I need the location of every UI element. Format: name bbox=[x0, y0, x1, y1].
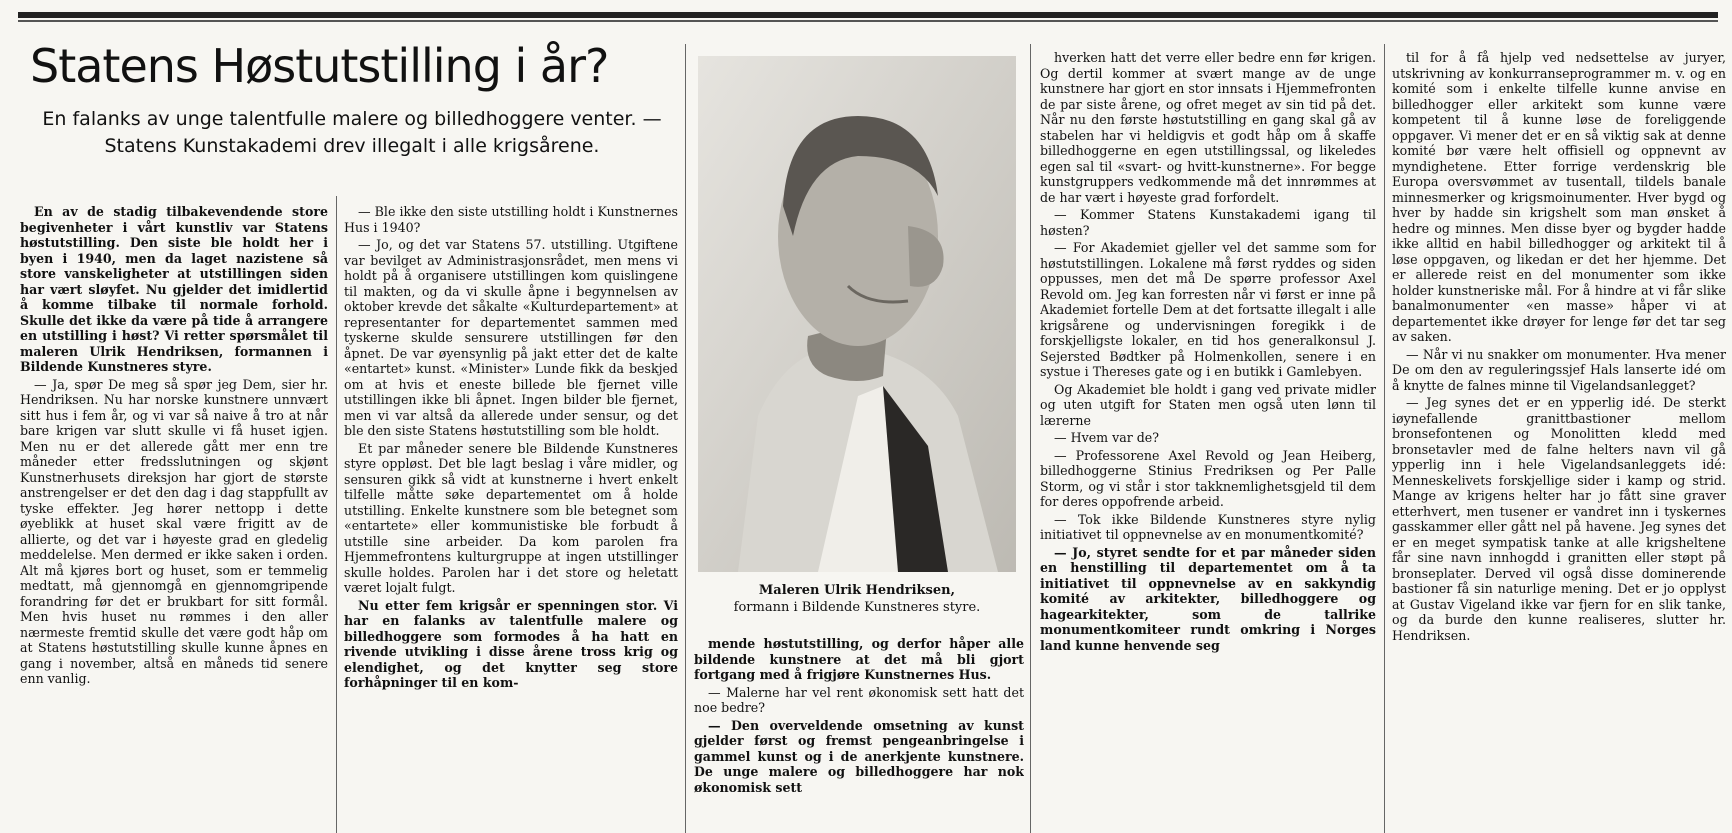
paragraph: — Jo, og det var Statens 57. utstilling. Utgiftene var bevilget av Administrasjonsrådet, men mens vi holdt på å organisere utstillingen kom quislingene til makten, og da vi skulle åpne i begynnelsen av oktober krevde det såkalte «Kulturdepartement» at representanter for departementet sammen med tyskerne skulde sensurere utstillingen før den åpnet. De var øyensynlig på jakt etter det de kalte «entartet» kunst. «Minister» Lunde fikk da beskjed om at hvis et eneste billede ble fjernet ville utstillingen ikke bli åpnet. Ingen bilder ble fjernet, men vi var altså da allerede under sensur, og det ble den siste Statens høstutstilling som ble holdt. bbox=[344, 237, 678, 438]
paragraph: — Den overveldende omsetning av kunst gjelder først og fremst pengeanbringelse i gammel kunst og i de anerkjente kunstnere. De unge malere og billedhoggere har nok økonomisk sett bbox=[694, 717, 1024, 795]
caption-line-1: Maleren Ulrik Hendriksen, bbox=[758, 583, 956, 598]
masthead-rule bbox=[18, 12, 1718, 18]
column-divider bbox=[336, 196, 337, 833]
article-column-1 bbox=[20, 204, 328, 829]
paragraph: — Jo, styret sendte for et par måneder siden en henstilling til departementet om å ta initiativet til oppnevnelse av en sakkyndig komité av arkitekter, billedhoggere og hagearkitekter, som de tallrike monumentkomiteer rundt omkring i Norges land kunne henvende seg bbox=[1040, 544, 1376, 653]
article-subheadline: En falanks av unge talentfulle malere og billedhoggere venter. — Statens Kunstakademi drev illegalt i alle krigsårene. bbox=[42, 108, 662, 157]
paragraph: — Når vi nu snakker om monumenter. Hva mener De om den av reguleringssjef Hals lanserte idé om å knytte de falnes minne til Vigelandsanlegget? bbox=[1392, 346, 1726, 393]
paragraph: En av de stadig tilbakevendende store begivenheter i vårt kunstliv var Statens høstutstilling. Den siste ble holdt her i byen i 1940, men da laget nazistene så store vanskeligheter at utstillingen siden har vært sløyfet. Nu gjelder det imidlertid å komme tilbake til normale forhold. Skulle det ikke da være på tide å arrangere en utstilling i høst? Vi retter spørsmålet til maleren Ulrik Hendriksen, formannen i Bildende Kunstneres styre. bbox=[20, 204, 328, 374]
article-column-5 bbox=[1392, 50, 1726, 829]
paragraph: — Ble ikke den siste utstilling holdt i Kunstnernes Hus i 1940? bbox=[344, 204, 678, 235]
paragraph: — Kommer Statens Kunstakademi igang til høsten? bbox=[1040, 207, 1376, 238]
column-divider bbox=[1384, 44, 1385, 833]
masthead-rule-thin bbox=[18, 20, 1718, 22]
article-headline: Statens Høstutstilling i år? bbox=[30, 39, 609, 93]
paragraph: — Professorene Axel Revold og Jean Heiberg, billedhoggerne Stinius Fredriksen og Per Palle Storm, og vi står i stor takknemlighetsgjeld til dem for deres oppofrende arbeid. bbox=[1040, 447, 1376, 509]
column-divider bbox=[685, 44, 686, 833]
paragraph: Nu etter fem krigsår er spenningen stor. Vi har en falanks av talentfulle malere og billedhoggere som formodes å ha hatt en rivende utvikling i disse årene tross krig og elendighet, og det knytter seg store forhåpninger til en kom- bbox=[344, 597, 678, 690]
paragraph: mende høstutstilling, og derfor håper alle bildende kunstnere at det må bli gjort fortgang med å frigjøre Kunstnernes Hus. bbox=[694, 636, 1024, 682]
paragraph: — Hvem var de? bbox=[1054, 430, 1160, 445]
paragraph: Og Akademiet ble holdt i gang ved private midler og uten utgift for Staten men også uten lønn til lærerne bbox=[1040, 381, 1376, 428]
portrait-photo bbox=[698, 56, 1016, 572]
paragraph: — For Akademiet gjeller vel det samme som for høstutstillingen. Lokalene må først ryddes og siden oppusses, men det må De spørre professor Axel Revold om. Jeg kan forresten når vi først er inne på Akademiet fortelle Dem at det fortsatte illegalt i alle krigsårene og undervisningen foregikk i de forskjelligste lokaler, en tid hos generalkonsul J. Sejersted Bødtker på Holmenkollen, senere i en systue i Thereses gate og i en butikk i Gamlebyen. bbox=[1040, 240, 1376, 379]
photo-caption bbox=[698, 582, 1016, 616]
paragraph: — Jeg synes det er en ypperlig idé. De sterkt iøynefallende granittbastioner mellom bronsefontenen og Monolitten kledd med bronsetavler med de falne helters navn vil gå ypperlig inn i hele Vigelandsanleggets idé: Menneskelivets forskjellige sider i kamp og strid. Mange av krigens helter har jo fått sine graver etterhvert, men tusener er vandret inn i tyskernes gasskammer eller gått nel på havene. Jeg synes det er en meget sympatisk tanke at alle krigsheltene får sine navn innhogdd i granitten eller støpt på bronseplater. Derved vil også disse dominerende bastioner få sin naturlige mening. Det er jo opplyst at Gustav Vigeland ikke var fjern for en slik tanke, og da burde den kunne realiseres, slutter hr. Hendriksen. bbox=[1392, 395, 1726, 643]
column-divider bbox=[1030, 44, 1031, 833]
paragraph: hverken hatt det verre eller bedre enn før krigen. Og dertil kommer at svært mange av de unge kunstnere har gjort en stor innsats i Hjemmefronten de par siste årene, og ofret meget av sin tid på det. Når nu den første høstutstilling en gang skal gå av stabelen har vi heldigvis et godt håp om å skaffe billedhoggerne en egen utstillingssal, og likeledes egen sal til «svart- og hvitt-kunstnerne». For begge kunstgruppers vedkommende må det innrømmes at de har vært i høyeste grad forfordelt. bbox=[1040, 50, 1376, 205]
article-column-3 bbox=[694, 636, 1024, 829]
paragraph: — Malerne har vel rent økonomisk sett hatt det noe bedre? bbox=[694, 684, 1024, 715]
article-column-2 bbox=[344, 204, 678, 829]
paragraph: til for å få hjelp ved nedsettelse av juryer, utskrivning av konkurranseprogrammer m. v. og en komité som i enkelte tilfelle kunne anvise en billedhogger eller arkitekt som kunne være kompetent til å kunne løse de foreliggende oppgaver. Vi mener det er en så viktig sak at denne komité bør være helt offisiell og oppnevnt av myndighetene. Etter forrige verdenskrig ble Europa oversvømmet av tusentall, tildels banale minnesmerker og krigsmoinumenter. Hver bygd og hver by hadde sin krigshelt som man ønsket å hedre og minnes. Men disse byer og bygder hadde ikke alltid en habil billedhogger og arkitekt til å løse oppgaven, og likedan er det her hjemme. Det er allerede reist en del monumenter som ikke holder kunstneriske mål. For å hindre at vi får slike banalmonumenter «en masse» håper vi at departementet ikke drøyer for lenge før det tar seg av saken. bbox=[1392, 50, 1726, 344]
paragraph: Et par måneder senere ble Bildende Kunstneres styre oppløst. Det ble lagt beslag i våre midler, og sensuren gikk så vidt at kunstnerne i hvert enkelt tilfelle måtte søke departementet om å holde utstilling. Enkelte kunstnere som ble betegnet som «entartete» eller kommunistiske ble forbudt å utstille sine arbeider. Da kom parolen fra Hjemmefrontens kulturgruppe at ingen utstillinger skulle holdes. Parolen har i det store og heletatt været lojalt fulgt. bbox=[344, 440, 678, 595]
paragraph: — Ja, spør De meg så spør jeg Dem, sier hr. Hendriksen. Nu har norske kunstnere unnvært sitt hus i fem år, og vi var så naive å tro at når bare krigen var slutt skulle vi få huset igjen. Men nu er det allerede gått mer enn tre måneder etter fredsslutningen og skjønt Kunstnerhusets direksjon har gjort de største anstrengelser er det den dag i dag stappfullt av tyske effekter. Jeg hører nettopp i dette øyeblikk at huset skal være frigitt av de allierte, og det var i høyeste grad en gledelig meddelelse. Men dermed er ikke saken i orden. Alt må kjøres bort og huset, som er temmelig medtatt, må gjennomgå en gjennomgripende forandring før det er brukbart for sitt formål. Men hvis huset nu rømmes i den aller nærmeste fremtid skulle det være godt håp om at Statens høstutstilling skulle kunne åpnes en gang i november, altså en måneds tid senere enn vanlig. bbox=[20, 376, 328, 686]
paragraph: — Tok ikke Bildende Kunstneres styre nylig initiativet til oppnevnelse av en monumentkomité? bbox=[1040, 511, 1376, 542]
article-column-4 bbox=[1040, 50, 1376, 829]
caption-line-2: formann i Bildende Kunstneres styre. bbox=[733, 600, 981, 615]
